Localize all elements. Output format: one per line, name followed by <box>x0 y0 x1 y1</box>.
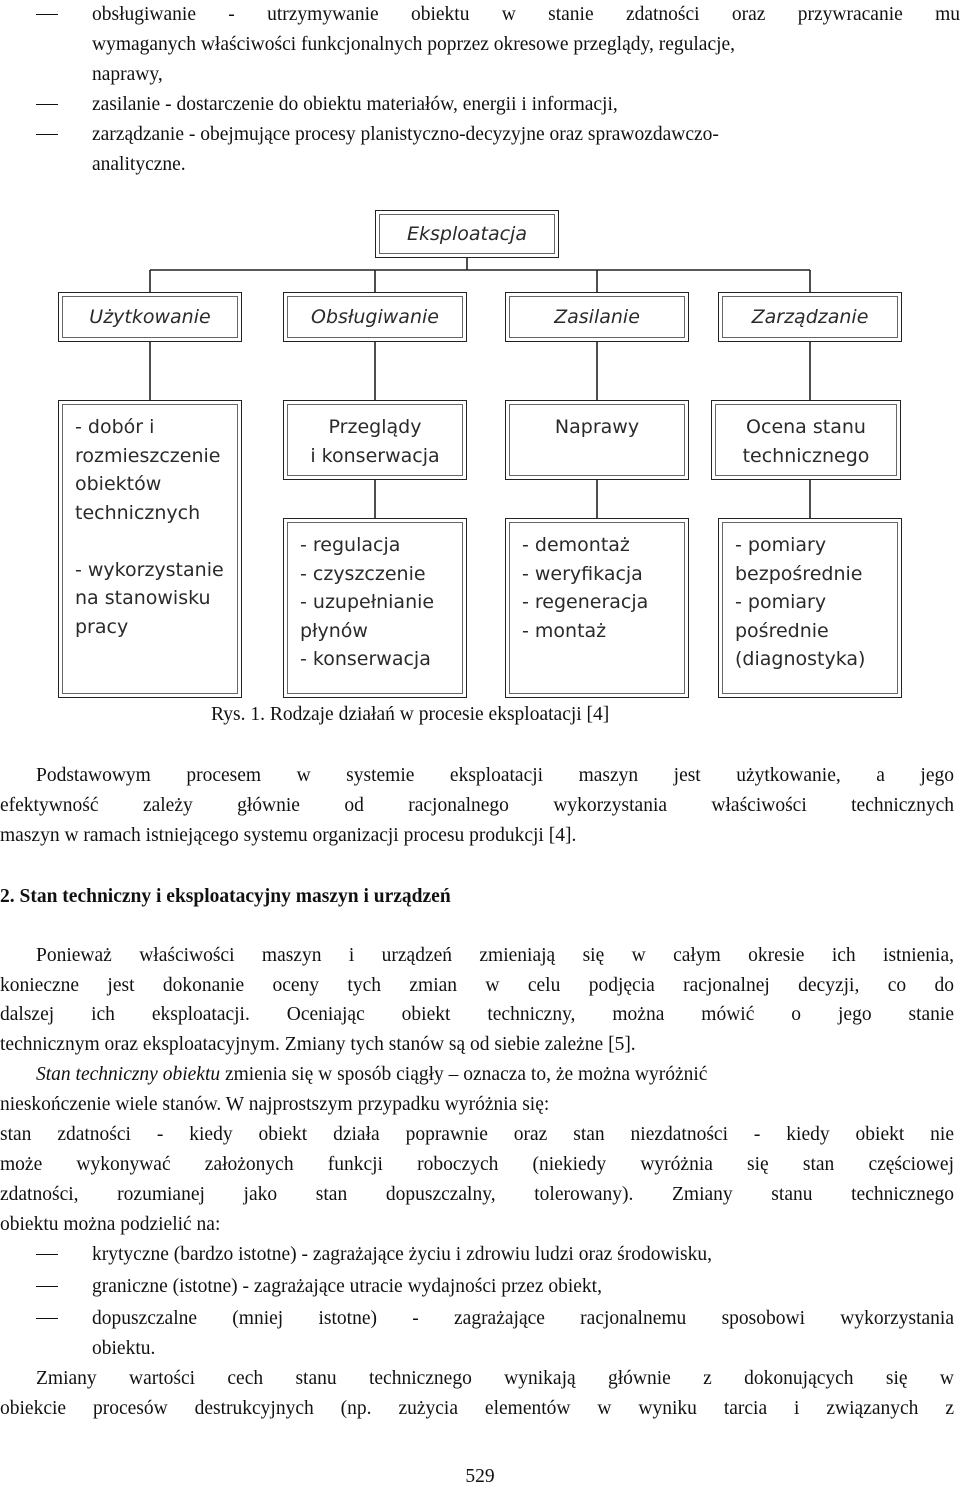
category-box-uzytkowanie <box>58 292 242 342</box>
category-box-zarzadzanie <box>718 292 902 342</box>
eksploatacja-diagram <box>0 200 960 710</box>
sub-line: - montaż <box>522 619 607 642</box>
sub-box-ocena <box>718 518 902 698</box>
detail-box-naprawy <box>505 400 689 480</box>
sub-line: pośrednie <box>735 619 829 642</box>
category-label: Użytkowanie <box>89 306 211 328</box>
detail-line: pracy <box>75 615 129 638</box>
paragraph-line: może wykonywać założonych funkcji roboczych (niekiedy wyróżnia się stan częściowej <box>0 1154 954 1175</box>
list-item-zasilanie <box>0 90 960 120</box>
italic-term: Stan techniczny obiektu <box>36 1064 221 1085</box>
list-item-line: dopuszczalne (mniej istotne) - zagrażające racjonalnemu sposobowi wykorzystania <box>92 1308 954 1329</box>
figure-caption: Rys. 1. Rodzaje działań w procesie eksploatacji [4] <box>211 704 610 725</box>
sub-line: (diagnostyka) <box>735 648 866 670</box>
sub-line: - czyszczenie <box>300 562 426 585</box>
list-item-line: obsługiwanie - utrzymywanie obiektu w stanie zdatności oraz przywracanie mu <box>92 4 960 25</box>
detail-line: technicznych <box>75 501 201 524</box>
paragraph-line: stan zdatności - kiedy obiekt działa poprawnie oraz stan niezdatności - kiedy obiekt nie <box>0 1124 954 1145</box>
category-label: Zarządzanie <box>751 306 869 328</box>
sub-line: - demontaż <box>522 534 630 556</box>
sub-line: - pomiary <box>735 591 827 613</box>
detail-text <box>712 401 900 470</box>
list-item-line: krytyczne (bardzo istotne) - zagrażające życiu i zdrowiu ludzi oraz środowisku, <box>92 1244 712 1265</box>
paragraph-line: Zmiany wartości cech stanu technicznego wynikają głównie z dokonujących się w <box>36 1368 954 1389</box>
root-box-eksploatacja <box>375 210 559 258</box>
detail-text: Naprawy <box>554 416 640 438</box>
list-item-line: naprawy, <box>92 63 163 85</box>
section-heading: 2. Stan techniczny i eksploatacyjny maszyn i urządzeń <box>0 886 451 907</box>
list-item-obslugiwanie <box>0 0 960 89</box>
paragraph-line: nieskończenie wiele stanów. W najprostszym przypadku wyróżnia się: <box>0 1094 550 1115</box>
sub-text <box>506 519 688 645</box>
sub-box-przeglady <box>283 518 467 698</box>
list-item-line: zarządzanie - obejmujące procesy planistyczno-decyzyjne oraz sprawozdawczo- <box>92 124 719 145</box>
list-item-krytyczne <box>0 1240 960 1270</box>
detail-line: Przeglądy <box>328 416 422 438</box>
detail-text <box>284 401 466 470</box>
detail-line: na stanowisku <box>75 587 211 609</box>
detail-line: Ocena stanu <box>746 416 866 438</box>
detail-line: rozmieszczenie <box>75 444 221 467</box>
sub-line: bezpośrednie <box>735 562 863 585</box>
paragraph-line: efektywność zależy głównie od racjonalnego wykorzystania właściwości technicznych <box>0 795 954 816</box>
paragraph-line: Podstawowym procesem w systemie eksploatacji maszyn jest użytkowanie, a jego <box>36 765 954 786</box>
category-label: Obsługiwanie <box>311 306 439 328</box>
list-item-line: analityczne. <box>92 153 186 175</box>
list-item-line: graniczne (istotne) - zagrażające utracie wydajności przez obiekt, <box>92 1276 602 1297</box>
paragraph-line <box>0 1060 954 1090</box>
sub-line: - konserwacja <box>300 648 431 670</box>
detail-line: - dobór i <box>75 416 155 438</box>
sub-text <box>284 519 466 674</box>
detail-box-uzytkowanie <box>58 400 242 698</box>
category-box-obslugiwanie <box>283 292 467 342</box>
sub-line: płynów <box>300 619 368 642</box>
root-label: Eksploatacja <box>407 223 527 245</box>
paragraph-line: maszyn w ramach istniejącego systemu organizacji procesu produkcji [4]. <box>0 825 577 846</box>
paragraph-line: Ponieważ właściwości maszyn i urządzeń zmieniają się w całym okresie ich istnienia, <box>36 945 954 966</box>
paragraph-text: zmienia się w sposób ciągły – oznacza to, że można wyróżnić <box>220 1064 708 1085</box>
paragraph-line: obiektu można podzielić na: <box>0 1214 221 1235</box>
detail-line <box>75 527 241 556</box>
detail-box-ocena <box>711 400 901 480</box>
detail-line: technicznego <box>742 444 870 467</box>
paragraph-line: technicznym oraz eksploatacyjnym. Zmiany tych stanów są od siebie zależne [5]. <box>0 1034 636 1055</box>
list-item-line: wymaganych właściwości funkcjonalnych poprzez okresowe przeglądy, regulacje, <box>92 33 736 55</box>
sub-line: - weryfikacja <box>522 562 643 585</box>
detail-line: - wykorzystanie <box>75 558 224 581</box>
list-item-zarzadzanie <box>0 120 960 180</box>
detail-line: i konserwacja <box>310 444 440 467</box>
page-number: 529 <box>465 1466 495 1487</box>
paragraph-line: dalszej ich eksploatacji. Oceniając obiekt techniczny, można mówić o jego stanie <box>0 1004 954 1025</box>
sub-line: - regeneracja <box>522 591 649 613</box>
list-item-graniczne <box>0 1272 960 1302</box>
detail-text <box>59 401 241 641</box>
paragraph-line: zdatności, rozumianej jako stan dopuszczalny, tolerowany). Zmiany stanu technicznego <box>0 1184 954 1205</box>
sub-text <box>719 519 901 674</box>
sub-line: - regulacja <box>300 534 401 556</box>
paragraph-line: obiekcie procesów destrukcyjnych (np. zużycia elementów w wyniku tarcia i związanych z <box>0 1398 954 1419</box>
list-item-line: zasilanie - dostarczenie do obiektu materiałów, energii i informacji, <box>92 94 618 115</box>
category-box-zasilanie <box>505 292 689 342</box>
list-item-line: obiektu. <box>92 1337 156 1359</box>
list-item-dopuszczalne <box>0 1304 960 1364</box>
paragraph-line: konieczne jest dokonanie oceny tych zmian w celu podjęcia racjonalnej decyzji, co do <box>0 975 954 996</box>
category-label: Zasilanie <box>554 306 640 328</box>
sub-line: - uzupełnianie <box>300 591 435 613</box>
sub-box-naprawy <box>505 518 689 698</box>
detail-box-przeglady <box>283 400 467 480</box>
detail-line: obiektów <box>75 473 162 495</box>
sub-line: - pomiary <box>735 534 827 556</box>
